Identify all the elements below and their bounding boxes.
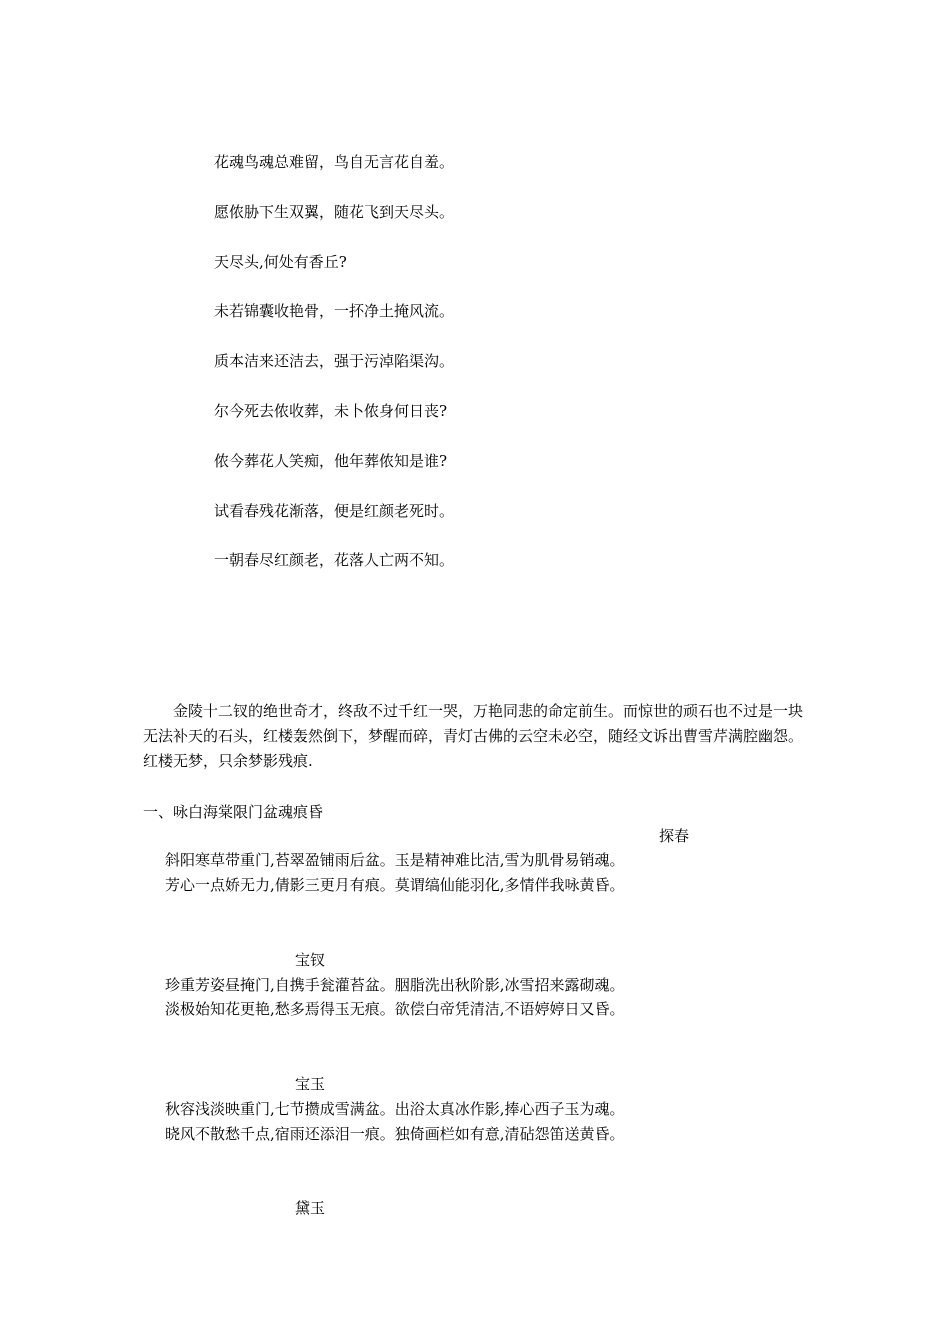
poem-line: 质本洁来还洁去，强于污淖陷渠沟。: [214, 352, 455, 370]
verse-line: 淡极始知花更艳,愁多焉得玉无痕。欲偿白帝凭清洁,不语婷婷日又昏。: [165, 1000, 625, 1018]
poem-author: 宝玉: [295, 1075, 326, 1093]
verse-line: 晓风不散愁千点,宿雨还添泪一痕。独倚画栏如有意,清砧怨笛送黄昏。: [165, 1125, 625, 1143]
intro-paragraph: 金陵十二钗的绝世奇才，终敌不过千红一哭，万艳同悲的命定前生。而惊世的顽石也不过是一块无法补天的石头，红楼轰然倒下，梦醒而碎，青灯古佛的云空未必空，随经文诉出曹雪芹满腔幽怨。红楼无梦，只余梦影残痕.: [143, 702, 804, 770]
poem-line: 花魂鸟魂总难留，鸟自无言花自羞。: [214, 153, 455, 171]
verse-line: 珍重芳姿昼掩门,自携手瓮灌苔盆。胭脂洗出秋阶影,冰雪招来露砌魂。: [165, 976, 625, 994]
verse-line: 秋容浅淡映重门,七节攒成雪满盆。出浴太真冰作影,捧心西子玉为魂。: [165, 1100, 625, 1118]
poem-line: 试看春残花渐落，便是红颜老死时。: [214, 502, 455, 520]
poem-author: 探春: [659, 827, 690, 845]
poem-line: 愿侬胁下生双翼，随花飞到天尽头。: [214, 203, 455, 221]
poem-line: 天尽头,何处有香丘?: [214, 253, 347, 271]
poem-author: 黛玉: [295, 1199, 326, 1217]
poem-author: 宝钗: [295, 951, 326, 969]
verse-line: 斜阳寒草带重门,苔翠盈铺雨后盆。玉是精神难比洁,雪为肌骨易销魂。: [165, 851, 625, 869]
poem-line: 未若锦囊收艳骨，一抔净土掩风流。: [214, 302, 455, 320]
verse-line: 芳心一点娇无力,倩影三更月有痕。莫谓缟仙能羽化,多情伴我咏黄昏。: [165, 876, 625, 894]
poem-line: 侬今葬花人笑痴，他年葬侬知是谁?: [214, 452, 448, 470]
section-title: 一、咏白海棠限门盆魂痕昏: [143, 803, 324, 821]
poem-line: 尔今死去侬收葬，未卜侬身何日丧?: [214, 402, 448, 420]
poem-line: 一朝春尽红颜老，花落人亡两不知。: [214, 551, 455, 569]
